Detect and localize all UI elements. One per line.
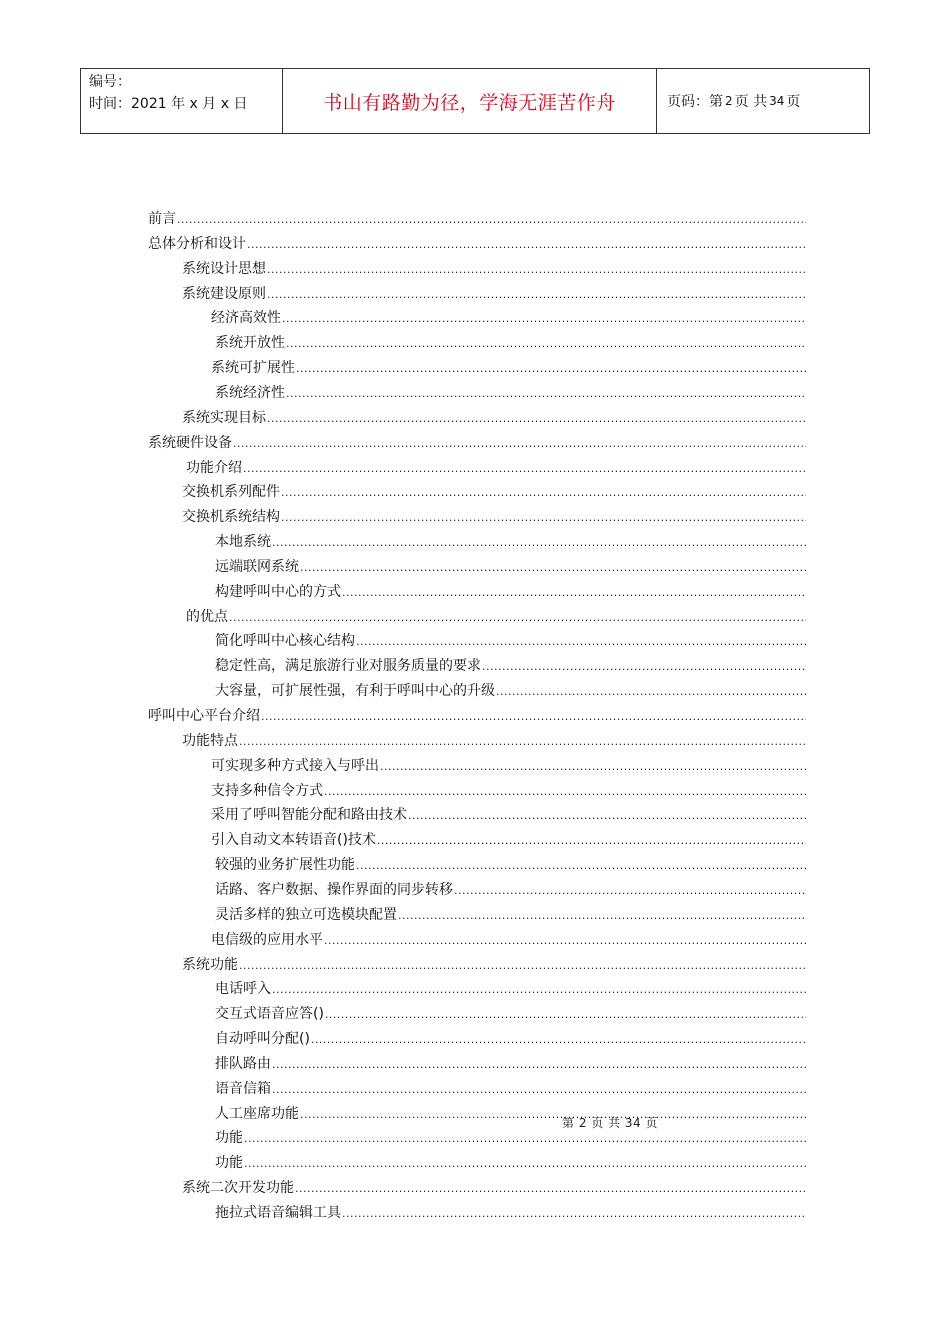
toc-entry-title: 功能特点 xyxy=(182,732,238,749)
toc-entry-title: 远端联网系统 xyxy=(215,558,299,575)
toc-entry-title: 交换机系列配件 xyxy=(182,484,280,501)
toc-entry-title: 可实现多种方式接入与呼出 xyxy=(211,757,379,774)
toc-entry-title: 系统开放性 xyxy=(215,335,285,352)
toc-entry[interactable] xyxy=(215,1052,806,1076)
toc-entry-title: 系统经济性 xyxy=(215,384,285,401)
toc-entry[interactable] xyxy=(215,878,806,902)
toc-entry[interactable] xyxy=(182,257,806,281)
toc-entry[interactable] xyxy=(148,207,806,231)
toc-entry[interactable] xyxy=(182,729,806,753)
toc-entry[interactable] xyxy=(186,605,806,629)
toc-leader-dots xyxy=(244,1127,806,1151)
toc-entry[interactable] xyxy=(211,803,806,827)
toc-entry-title: 拖拉式语音编辑工具 xyxy=(215,1205,341,1221)
toc-leader-dots xyxy=(342,1202,806,1226)
toc-entry-title: 采用了呼叫智能分配和路由技术 xyxy=(211,807,407,824)
toc-leader-dots xyxy=(272,978,806,1002)
toc-entry[interactable] xyxy=(215,1151,806,1175)
toc-entry-title: 系统实现目标 xyxy=(182,409,266,426)
toc-entry-title: 功能 xyxy=(215,1155,243,1172)
toc-leader-dots xyxy=(177,208,806,232)
toc-leader-dots xyxy=(267,407,806,431)
toc-entry-title: 前言 xyxy=(148,211,176,227)
toc-entry[interactable] xyxy=(182,406,806,430)
toc-leader-dots xyxy=(267,283,806,307)
toc-leader-dots xyxy=(272,1053,806,1077)
toc-entry-title: 的优点 xyxy=(186,608,228,625)
toc-entry-title: 系统设计思想 xyxy=(182,260,266,277)
page-footer-mark: 第 2 页 共 34 页 xyxy=(562,1116,658,1130)
toc-entry-title: 语音信箱 xyxy=(215,1080,271,1097)
toc-entry[interactable] xyxy=(182,505,806,529)
page-suffix: 页 xyxy=(786,94,801,110)
toc-leader-dots xyxy=(311,1028,806,1052)
toc-leader-dots xyxy=(300,556,806,580)
page-prefix: 页码：第 xyxy=(667,94,723,110)
toc-leader-dots xyxy=(398,904,806,928)
toc-leader-dots xyxy=(286,382,806,406)
page-info-cell xyxy=(657,69,869,133)
toc-entry-title: 系统建设原则 xyxy=(182,285,266,302)
toc-entry-title: 系统二次开发功能 xyxy=(182,1180,294,1197)
toc-leader-dots xyxy=(325,1003,806,1027)
toc-entry[interactable] xyxy=(148,232,806,256)
toc-entry-title: 自动呼叫分配() xyxy=(215,1031,310,1048)
toc-entry[interactable] xyxy=(215,1102,806,1126)
toc-entry-title: 交互式语音应答() xyxy=(215,1006,324,1023)
toc-leader-dots xyxy=(229,606,806,630)
toc-entry-title: 构建呼叫中心的方式 xyxy=(215,583,341,600)
toc-leader-dots xyxy=(286,332,806,356)
toc-leader-dots xyxy=(300,1103,806,1127)
toc-entry-title: 灵活多样的独立可选模块配置 xyxy=(215,906,397,923)
toc-leader-dots xyxy=(496,680,806,704)
toc-entry-title: 话路、客户数据、操作界面的同步转移 xyxy=(215,881,453,898)
toc-leader-dots xyxy=(247,233,806,257)
toc-entry[interactable] xyxy=(148,704,806,728)
toc-entry[interactable] xyxy=(211,356,806,380)
toc-entry[interactable] xyxy=(182,953,806,977)
toc-entry[interactable] xyxy=(182,282,806,306)
number-label: 编号： xyxy=(89,74,131,90)
toc-entry-title: 呼叫中心平台介绍 xyxy=(148,708,260,724)
toc-entry[interactable] xyxy=(215,580,806,604)
toc-leader-dots xyxy=(272,1078,806,1102)
toc-entry[interactable] xyxy=(215,1126,806,1150)
toc-entry[interactable] xyxy=(148,431,806,455)
toc-entry-title: 电话呼入 xyxy=(215,981,271,998)
toc-entry[interactable] xyxy=(215,530,806,554)
toc-entry-title: 系统硬件设备 xyxy=(148,434,232,451)
toc-leader-dots xyxy=(408,804,806,828)
toc-entry[interactable] xyxy=(182,1176,806,1200)
time-label: 时间：2021 年 x 月 x 日 xyxy=(89,96,248,112)
toc-entry[interactable] xyxy=(186,456,806,480)
toc-entry[interactable] xyxy=(211,754,806,778)
toc-entry-title: 系统可扩展性 xyxy=(211,360,295,377)
toc-leader-dots xyxy=(261,705,806,729)
toc-entry[interactable] xyxy=(215,853,806,877)
toc-entry-title: 电信级的应用水平 xyxy=(211,931,323,948)
motto-cell xyxy=(283,69,657,133)
toc-entry-title: 排队路由 xyxy=(215,1055,271,1072)
toc-leader-dots xyxy=(281,481,806,505)
toc-entry[interactable] xyxy=(215,331,806,355)
toc-leader-dots xyxy=(282,307,806,331)
toc-entry[interactable] xyxy=(215,1027,806,1051)
toc-entry-title: 交换机系统结构 xyxy=(182,509,280,526)
toc-leader-dots xyxy=(272,531,806,555)
toc-entry-title: 本地系统 xyxy=(215,534,271,551)
toc-entry[interactable] xyxy=(211,306,806,330)
toc-leader-dots xyxy=(377,829,806,853)
toc-leader-dots xyxy=(295,1177,806,1201)
toc-entry[interactable] xyxy=(215,1077,806,1101)
toc-entry[interactable] xyxy=(215,629,806,653)
toc-entry[interactable] xyxy=(215,1201,806,1225)
toc-entry[interactable] xyxy=(215,977,806,1001)
toc-entry[interactable] xyxy=(215,381,806,405)
toc-entry[interactable] xyxy=(215,654,806,678)
toc-leader-dots xyxy=(380,755,806,779)
toc-entry[interactable] xyxy=(211,828,806,852)
toc-entry-title: 系统功能 xyxy=(182,956,238,973)
toc-entry-title: 稳定性高，满足旅游行业对服务质量的要求 xyxy=(215,658,481,675)
toc-entry-title: 功能 xyxy=(215,1130,243,1147)
toc-entry-title: 功能介绍 xyxy=(186,459,242,476)
toc-entry[interactable] xyxy=(215,903,806,927)
toc-leader-dots xyxy=(243,457,806,481)
toc-leader-dots xyxy=(239,954,806,978)
toc-entry[interactable] xyxy=(182,480,806,504)
toc-entry[interactable] xyxy=(215,1002,806,1026)
toc-entry-title: 经济高效性 xyxy=(211,310,281,327)
toc-leader-dots xyxy=(324,929,806,953)
toc-entry[interactable] xyxy=(211,779,806,803)
toc-leader-dots xyxy=(356,630,806,654)
motto-text: 书山有路勤为径，学海无涯苦作舟 xyxy=(323,91,616,114)
toc-leader-dots xyxy=(454,879,806,903)
toc-entry[interactable] xyxy=(215,679,806,703)
page-current: 2 xyxy=(725,94,733,108)
toc-leader-dots xyxy=(239,730,806,754)
toc-entry[interactable] xyxy=(215,555,806,579)
toc-entry-title: 人工座席功能 xyxy=(215,1105,299,1122)
toc-entry-title: 支持多种信令方式 xyxy=(211,782,323,799)
toc-entry-title: 引入自动文本转语音()技术 xyxy=(211,832,376,849)
toc-entry-title: 大容量，可扩展性强，有利于呼叫中心的升级 xyxy=(215,683,495,700)
toc-leader-dots xyxy=(244,1152,806,1176)
toc-leader-dots xyxy=(281,506,806,530)
toc-leader-dots xyxy=(324,780,806,804)
header-meta-cell xyxy=(81,69,283,133)
toc-leader-dots xyxy=(296,357,806,381)
toc-entry-title: 简化呼叫中心核心结构 xyxy=(215,633,355,650)
toc-leader-dots xyxy=(267,258,806,282)
page-mid: 页 共 xyxy=(734,94,768,110)
page-total: 34 xyxy=(769,94,785,108)
header-table xyxy=(80,68,870,134)
toc-leader-dots xyxy=(356,854,806,878)
toc-leader-dots xyxy=(233,432,806,456)
toc-leader-dots xyxy=(482,655,806,679)
toc-entry-title: 总体分析和设计 xyxy=(148,235,246,252)
toc-leader-dots xyxy=(342,581,806,605)
toc-entry[interactable] xyxy=(211,928,806,952)
toc-entry-title: 较强的业务扩展性功能 xyxy=(215,857,355,874)
